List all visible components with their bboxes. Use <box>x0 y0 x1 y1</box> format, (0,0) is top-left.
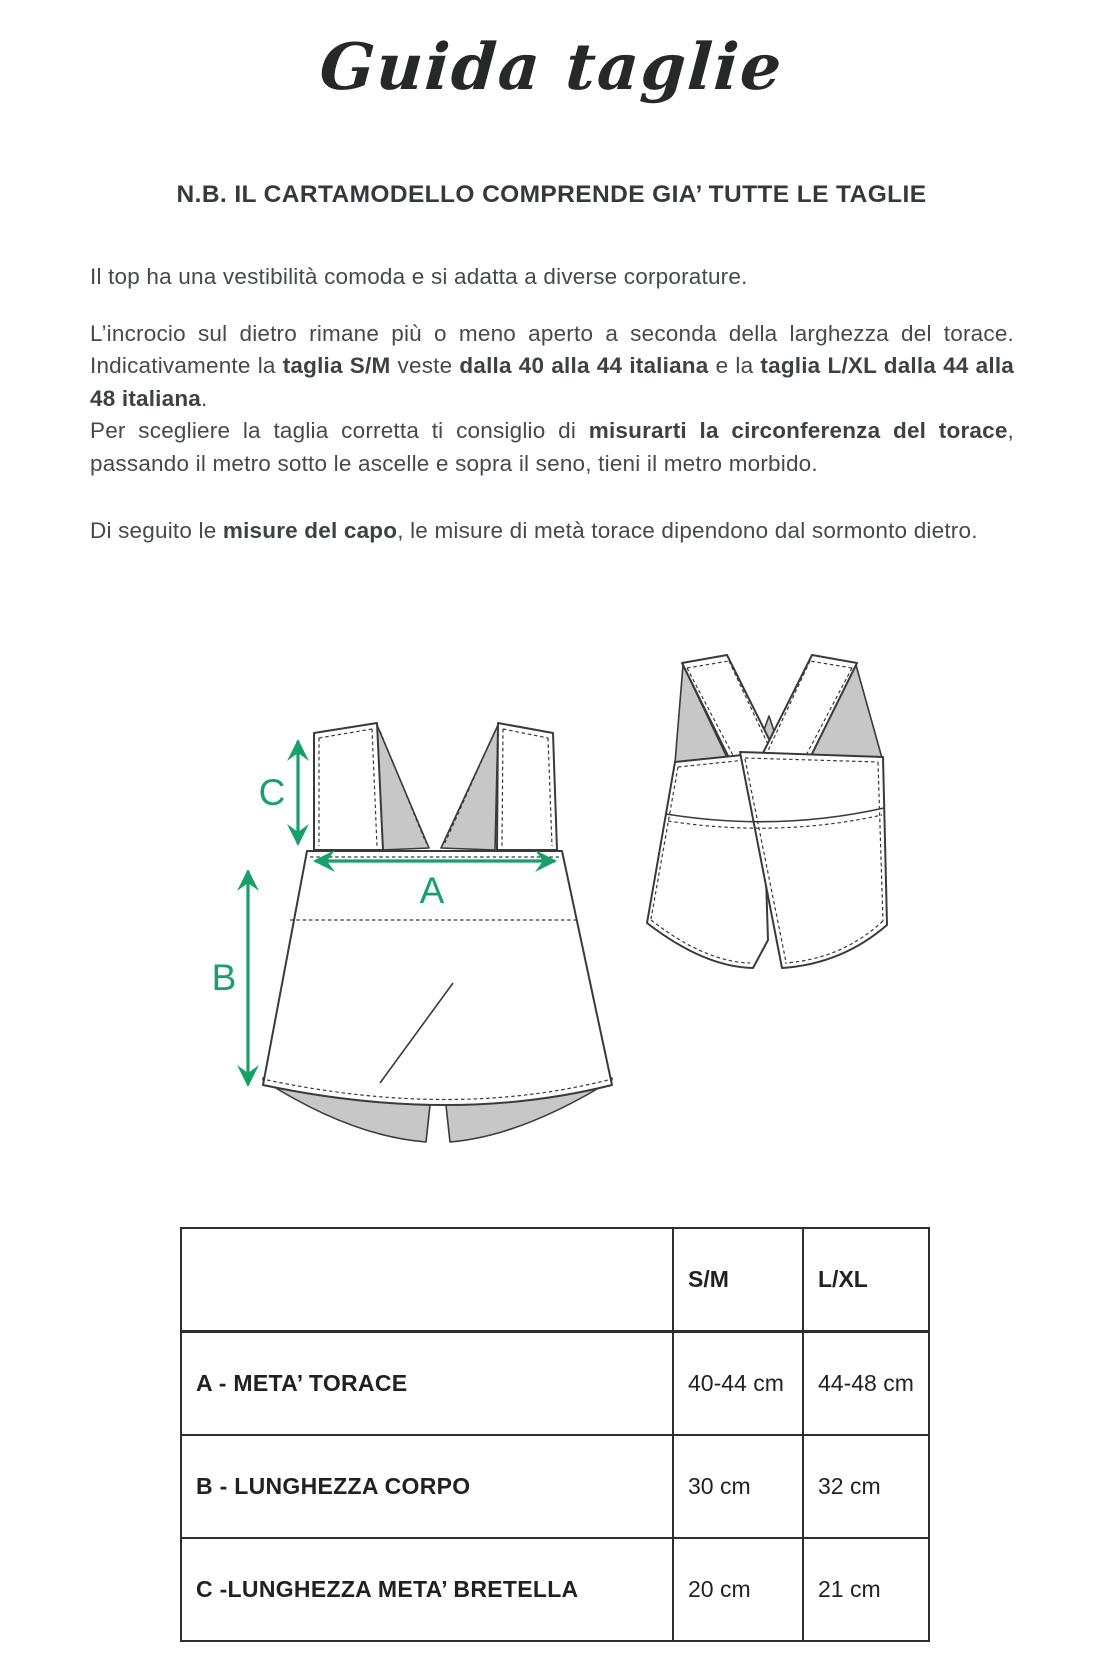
table-row-b <box>181 1435 929 1538</box>
back-view-diagram <box>612 618 962 993</box>
front-view-diagram <box>200 655 640 1155</box>
measures-text: Di seguito le <box>90 517 223 543</box>
measure-label-c: C <box>258 772 286 813</box>
intro-paragraph <box>90 261 1014 294</box>
sizing-text: . <box>201 385 208 411</box>
value-c-lxl: 21 cm <box>803 1538 929 1641</box>
measure-label-b: B <box>211 957 237 998</box>
sizing-text: Per scegliere la taglia corretta ti consiglio di <box>90 418 589 443</box>
table-row-a <box>181 1332 929 1436</box>
page-title: Guida taglie <box>317 30 786 105</box>
value-c-sm: 20 cm <box>673 1538 803 1641</box>
row-label-lunghezza-corpo: B - LUNGHEZZA CORPO <box>181 1435 673 1538</box>
sizing-text: veste <box>390 353 460 378</box>
value-a-lxl: 44-48 cm <box>803 1332 929 1436</box>
table-header-row <box>181 1228 929 1332</box>
value-a-sm: 40-44 cm <box>673 1332 803 1436</box>
size-column-header-sm: S/M <box>673 1228 803 1332</box>
row-label-meta-torace: A - META’ TORACE <box>181 1332 673 1436</box>
nb-heading: N.B. IL CARTAMODELLO COMPRENDE GIA’ TUTTE LE TAGLIE <box>176 181 927 208</box>
measure-label-a: A <box>419 870 445 911</box>
row-label-lunghezza-bretella: C -LUNGHEZZA META’ BRETELLA <box>181 1538 673 1641</box>
sizing-bold-40-44: dalla 40 alla 44 italiana <box>459 353 709 378</box>
front-strap-right <box>497 723 557 850</box>
table-row-c <box>181 1538 929 1641</box>
sizing-bold-sm: taglia S/M <box>282 353 391 378</box>
sizing-text: L’incrocio sul dietro rimane più o meno aperto a seconda della larghezza del torace. Indicativamente la <box>90 320 1014 378</box>
sizing-text: , passando il metro sotto le ascelle e sopra il seno, tieni il metro morbido. <box>90 418 1014 476</box>
sizing-bold-circonferenza: misurarti la circonferenza del torace <box>588 418 1008 443</box>
value-b-sm: 30 cm <box>673 1435 803 1538</box>
table-corner-cell <box>181 1228 673 1332</box>
size-column-header-lxl: L/XL <box>803 1228 929 1332</box>
sizing-bold-lxl: taglia L/XL dalla 44 alla 48 italiana <box>90 353 1014 411</box>
value-b-lxl: 32 cm <box>803 1435 929 1538</box>
measures-text: , le misure di metà torace dipendono dal sormonto dietro. <box>397 517 978 543</box>
sizing-text: e la <box>708 353 761 378</box>
sizing-paragraph <box>90 318 1014 481</box>
measures-paragraph <box>90 515 1014 548</box>
size-table <box>180 1227 930 1642</box>
intro-text: Il top ha una vestibilità comoda e si adatta a diverse corporature. <box>90 263 748 289</box>
measures-bold: misure del capo <box>222 517 398 543</box>
